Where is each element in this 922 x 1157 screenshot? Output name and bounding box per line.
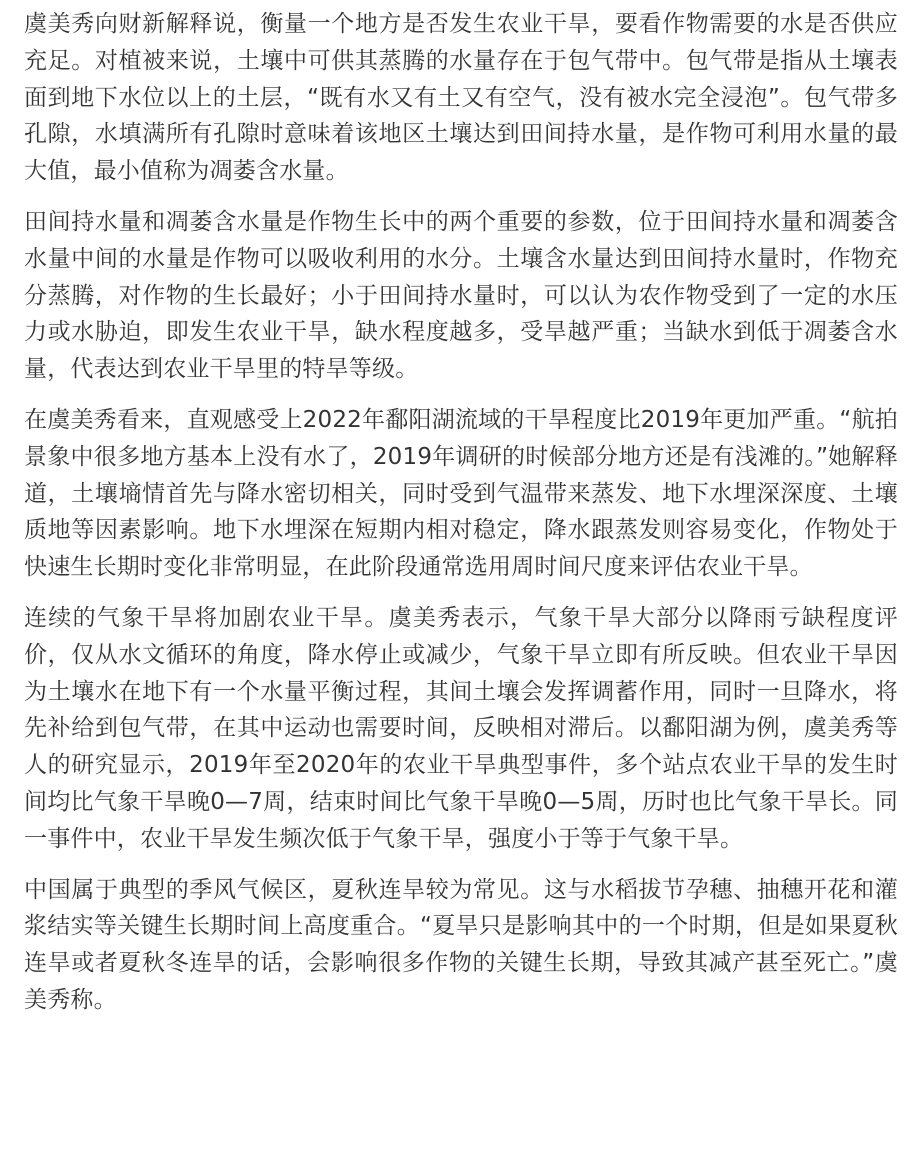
paragraph-3: 在虞美秀看来，直观感受上2022年鄱阳湖流域的干旱程度比2019年更加严重。“航拍景象中很多地方基本上没有水了，2019年调研的时候部分地方还是有浅滩的。”她解释道，土壤墒情首先与降水密切相关，同时受到气温带来蒸发、地下水埋深深度、土壤质地等因素影响。地下水埋深在短期内相对稳定，降水跟蒸发则容易变化，作物处于快速生长期时变化非常明显，在此阶段通常选用周时间尺度来评估农业干旱。 bbox=[24, 406, 898, 581]
article-body bbox=[24, 6, 898, 1033]
paragraph-5: 中国属于典型的季风气候区，夏秋连旱较为常见。这与水稻拔节孕穗、抽穗开花和灌浆结实等关键生长期时间上高度重合。“夏旱只是影响其中的一个时期，但是如果夏秋连旱或者夏秋冬连旱的话，会影响很多作物的关键生长期，导致其减产甚至死亡。”虞美秀称。 bbox=[24, 876, 898, 1013]
paragraph-4: 连续的气象干旱将加剧农业干旱。虞美秀表示，气象干旱大部分以降雨亏缺程度评价，仅从水文循环的角度，降水停止或减少，气象干旱立即有所反映。但农业干旱因为土壤水在地下有一个水量平衡过程，其间土壤会发挥调蓄作用，同时一旦降水，将先补给到包气带，在其中运动也需要时间，反映相对滞后。以鄱阳湖为例，虞美秀等人的研究显示，2019年至2020年的农业干旱典型事件，多个站点农业干旱的发生时间均比气象干旱晚0—7周，结束时间比气象干旱晚0—5周，历时也比气象干旱长。同一事件中，农业干旱发生频次低于气象干旱，强度小于等于气象干旱。 bbox=[24, 604, 898, 852]
paragraph-1: 虞美秀向财新解释说，衡量一个地方是否发生农业干旱，要看作物需要的水是否供应充足。对植被来说，土壤中可供其蒸腾的水量存在于包气带中。包气带是指从土壤表面到地下水位以上的土层，“既有水又有土又有空气，没有被水完全浸泡”。包气带多孔隙，水填满所有孔隙时意味着该地区土壤达到田间持水量，是作物可利用水量的最大值，最小值称为凋萎含水量。 bbox=[24, 11, 898, 185]
paragraph-2: 田间持水量和凋萎含水量是作物生长中的两个重要的参数，位于田间持水量和凋萎含水量中间的水量是作物可以吸收利用的水分。土壤含水量达到田间持水量时，作物充分蒸腾，对作物的生长最好；小于田间持水量时，可以认为农作物受到了一定的水压力或水胁迫，即发生农业干旱，缺水程度越多，受旱越严重；当缺水到低于凋萎含水量，代表达到农业干旱里的特旱等级。 bbox=[24, 208, 898, 383]
